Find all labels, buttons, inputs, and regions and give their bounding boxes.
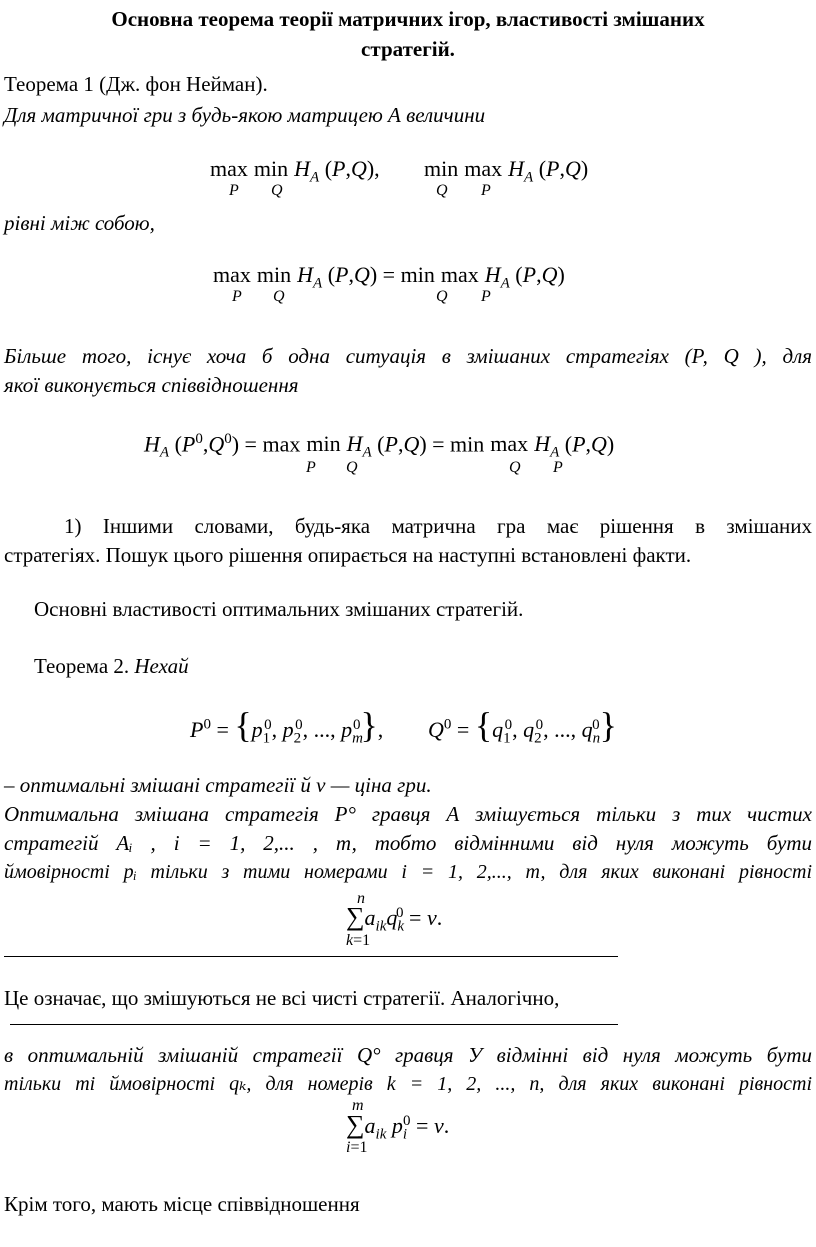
title-line-1: Основна теорема теорії матричних ігор, властивості змішаних <box>111 7 705 31</box>
theorem2-label-italic: Нехай <box>134 654 189 678</box>
formula2-sub-q1: Q <box>273 288 285 305</box>
p-line-3: ймовірності pᵢ тільки з тими номерами і = 1, 2,..., т, для яких виконані рівності <box>4 861 812 883</box>
divider-2 <box>10 1024 618 1025</box>
sum1-upper: n <box>357 890 365 907</box>
formula2-sub-p1: P <box>232 288 242 305</box>
theorem1-label: Теорема 1 (Дж. фон Нейман). <box>4 72 268 96</box>
theorem2-label-wrap <box>34 652 189 680</box>
formula1-a: $\max \min H_A$ (P,Q), <box>210 156 380 186</box>
p-line-2: стратегій Aᵢ , і = 1, 2,... , т, тобто відмінними від нуля можуть бути <box>4 831 812 855</box>
formula-q0: $Q^0 = \{q_1^0$, $q_2^0$, ..., $q_n^0$} <box>428 705 617 747</box>
more-line-2: якої виконується співвідношення <box>4 373 299 397</box>
section-heading: Основні властивості оптимальних змішаних стратегій. <box>34 597 524 621</box>
sum2-lower: i=1 <box>346 1139 368 1156</box>
formula1-b-sub-q: Q <box>436 182 448 199</box>
q-line-1: в оптимальній змішаній стратегії Q° гравця У відмінні від нуля можуть бути <box>4 1043 812 1067</box>
formula2: $\max \min H_A$ $(P,Q) = \min \max H_A$ (P,Q) <box>213 262 565 292</box>
formula3-sub-q1: Q <box>346 459 358 476</box>
sum1-lower: k=1 <box>346 932 371 949</box>
formula1-b-sub-p: P <box>481 182 491 199</box>
theorem2-label: Теорема 2. <box>34 654 130 678</box>
formula3-sub-p1: P <box>306 459 316 476</box>
formula2-sub-q2: Q <box>436 288 448 305</box>
formula-p0: $P^0 = \{p_1^0$, $p_2^0$, ..., $p_m^0$}, <box>190 705 384 747</box>
more-line-1: Більше того, існує хоча б одна ситуація в змішаних стратегіях (Р, Q ), для <box>4 344 812 368</box>
title-line-2: стратегій. <box>361 37 455 61</box>
formula3: $H_A$ $(P^0,Q^0) = \max \min H_A$ $(P,Q) = \min \max H_A$ (P,Q) <box>144 431 615 461</box>
sum2-upper: m <box>352 1097 364 1114</box>
p-line-1: Оптимальна змішана стратегія Р° гравця А змішується тільки з тих чистих <box>4 802 812 826</box>
formula3-sub-q2: Q <box>509 459 521 476</box>
formula2-sub-p2: P <box>481 288 491 305</box>
sum2: $\sum a_{ik}$ $p_i^0 = \nu$. <box>346 1110 450 1143</box>
para1-line-2: стратегіях. Пошук цього рішення опирається на наступні встановлені факти. <box>4 543 692 567</box>
divider-1 <box>4 956 618 957</box>
sum1: $\sum a_{ik}q_k^0 = \nu$. <box>346 902 443 935</box>
page-title <box>0 4 816 64</box>
meaning-line: Це означає, що змішуються не всі чисті стратегії. Аналогічно, <box>4 986 560 1010</box>
formula3-sub-p2: P <box>553 459 563 476</box>
formula1-a-sub-q: Q <box>271 182 283 199</box>
final-line: Крім того, мають місце співвідношення <box>4 1192 360 1216</box>
theorem1-statement: Для матричної гри з будь-якою матрицею А величини <box>4 103 486 127</box>
q-line-2: тільки ті ймовірності qₖ, для номерів k = 1, 2, ..., п, для яких виконані рівності <box>4 1073 812 1095</box>
formula1-b: $\min \max H_A$ (P,Q) <box>424 156 589 186</box>
value-line: – оптимальні змішані стратегії й ν — ціна гри. <box>4 773 432 797</box>
para1-line-1: 1) Іншими словами, будь-яка матрична гра має рішення в змішаних <box>64 514 812 538</box>
formula1-a-sub-p: P <box>229 182 239 199</box>
equal-text: рівні між собою, <box>4 211 155 235</box>
